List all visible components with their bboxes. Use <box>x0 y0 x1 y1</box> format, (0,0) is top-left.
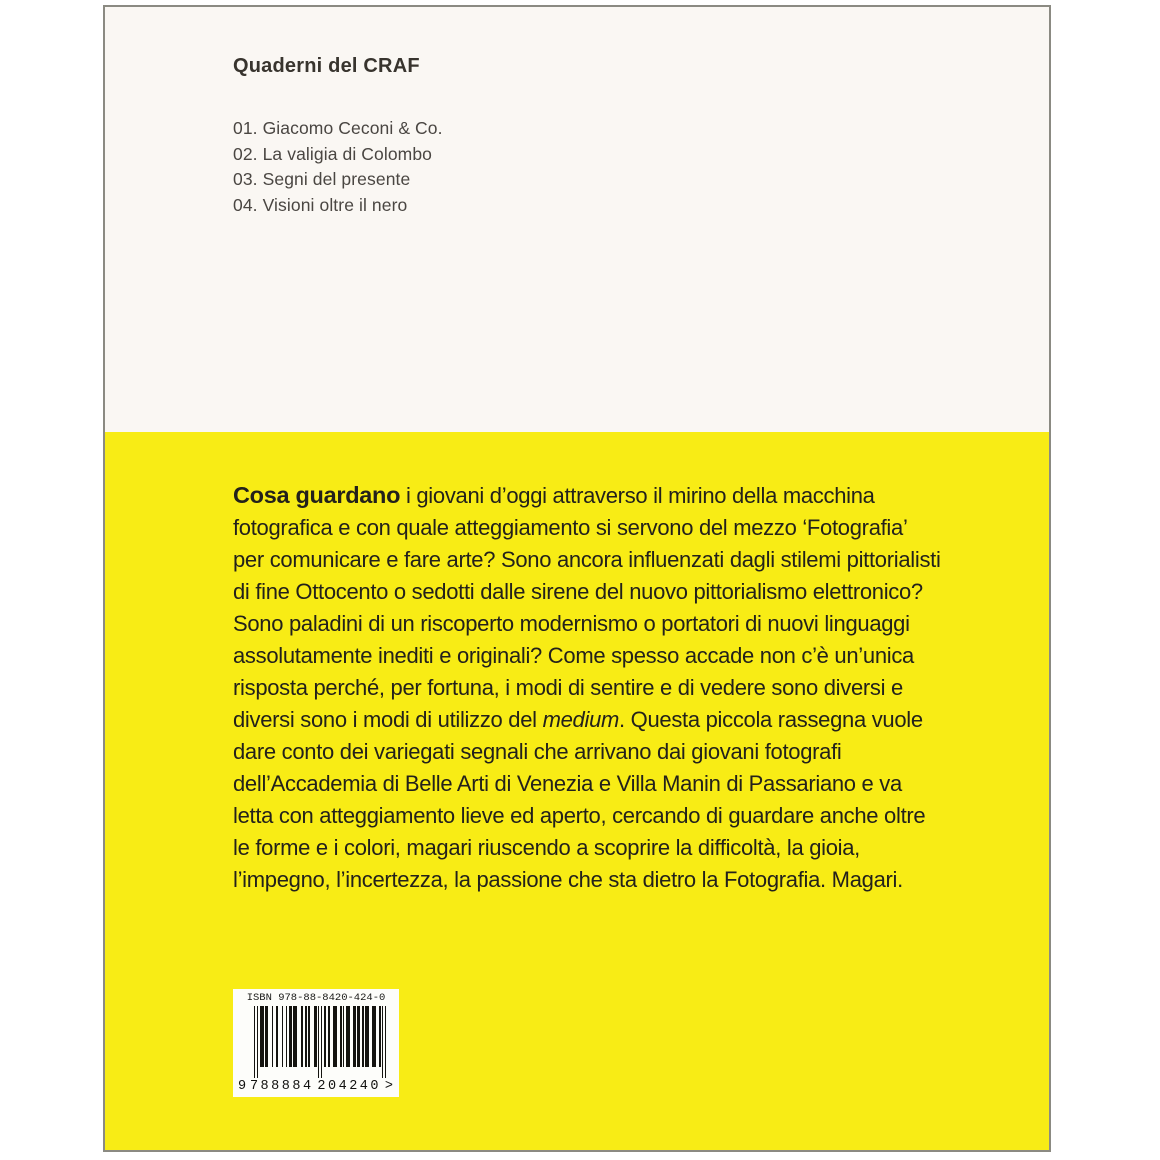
blurb-segment-bold: Cosa guardano <box>233 482 401 508</box>
barcode-digits-group-1: 788884 <box>249 1079 314 1094</box>
series-item: 02. La valigia di Colombo <box>233 143 433 164</box>
book-back-cover <box>103 5 1051 1152</box>
barcode-digits-group-2: 204240 <box>317 1079 382 1094</box>
barcode-bars <box>254 1006 386 1078</box>
barcode-tail-char: > <box>384 1079 393 1094</box>
series-item: 03. Segni del presente <box>233 169 411 189</box>
series-list <box>233 116 1009 218</box>
series-title: Quaderni del CRAF <box>233 55 420 77</box>
blurb-segment-normal: i giovani d’oggi attraverso il mirino della macchina fotografica e con quale atteggiamento si servono del mezzo ‘Fotografia’ per comunicare e fare arte? Sono ancora influenzati dagli stilemi pittorialisti di fine Ottocento o sedotti dalle sirene del nuovo pittorialismo elettronico? Sono paladini di un riscoperto modernismo o portatori di nuovi linguaggi assolutamente inediti e originali? Come spesso accade non c’è un’unica risposta perché, per fortuna, i modi di sentire e di vedere sono diversi e diversi sono i modi di utilizzo del <box>233 483 941 732</box>
blurb-section <box>105 432 1049 1150</box>
blurb-paragraph <box>233 479 943 896</box>
barcode-left-digit: 9 <box>238 1079 247 1094</box>
barcode-bar <box>385 1006 386 1078</box>
series-item: 04. Visioni oltre il nero <box>233 194 408 215</box>
blurb-segment-italic: medium <box>542 707 620 732</box>
barcode <box>233 989 399 1097</box>
series-section <box>105 7 1049 432</box>
isbn-text: ISBN 978-88-8420-424-0 <box>246 992 386 1004</box>
blurb-segment-normal: . Questa piccola rassegna vuole dare conto dei variegati segnali che arrivano dai giovani fotografi dell’Accademia di Belle Arti di Venezia e Villa Manin di Passariano e va letta con atteggiamento lieve ed aperto, cercando di guardare anche oltre le forme e i colori, magari riuscendo a scoprire la difficoltà, la gioia, l’impegno, l’incertezza, la passione che sta dietro la Fotografia. Magari. <box>233 707 926 892</box>
barcode-digits <box>238 1079 393 1094</box>
series-item: 01. Giacomo Ceconi & Co. <box>233 118 443 138</box>
